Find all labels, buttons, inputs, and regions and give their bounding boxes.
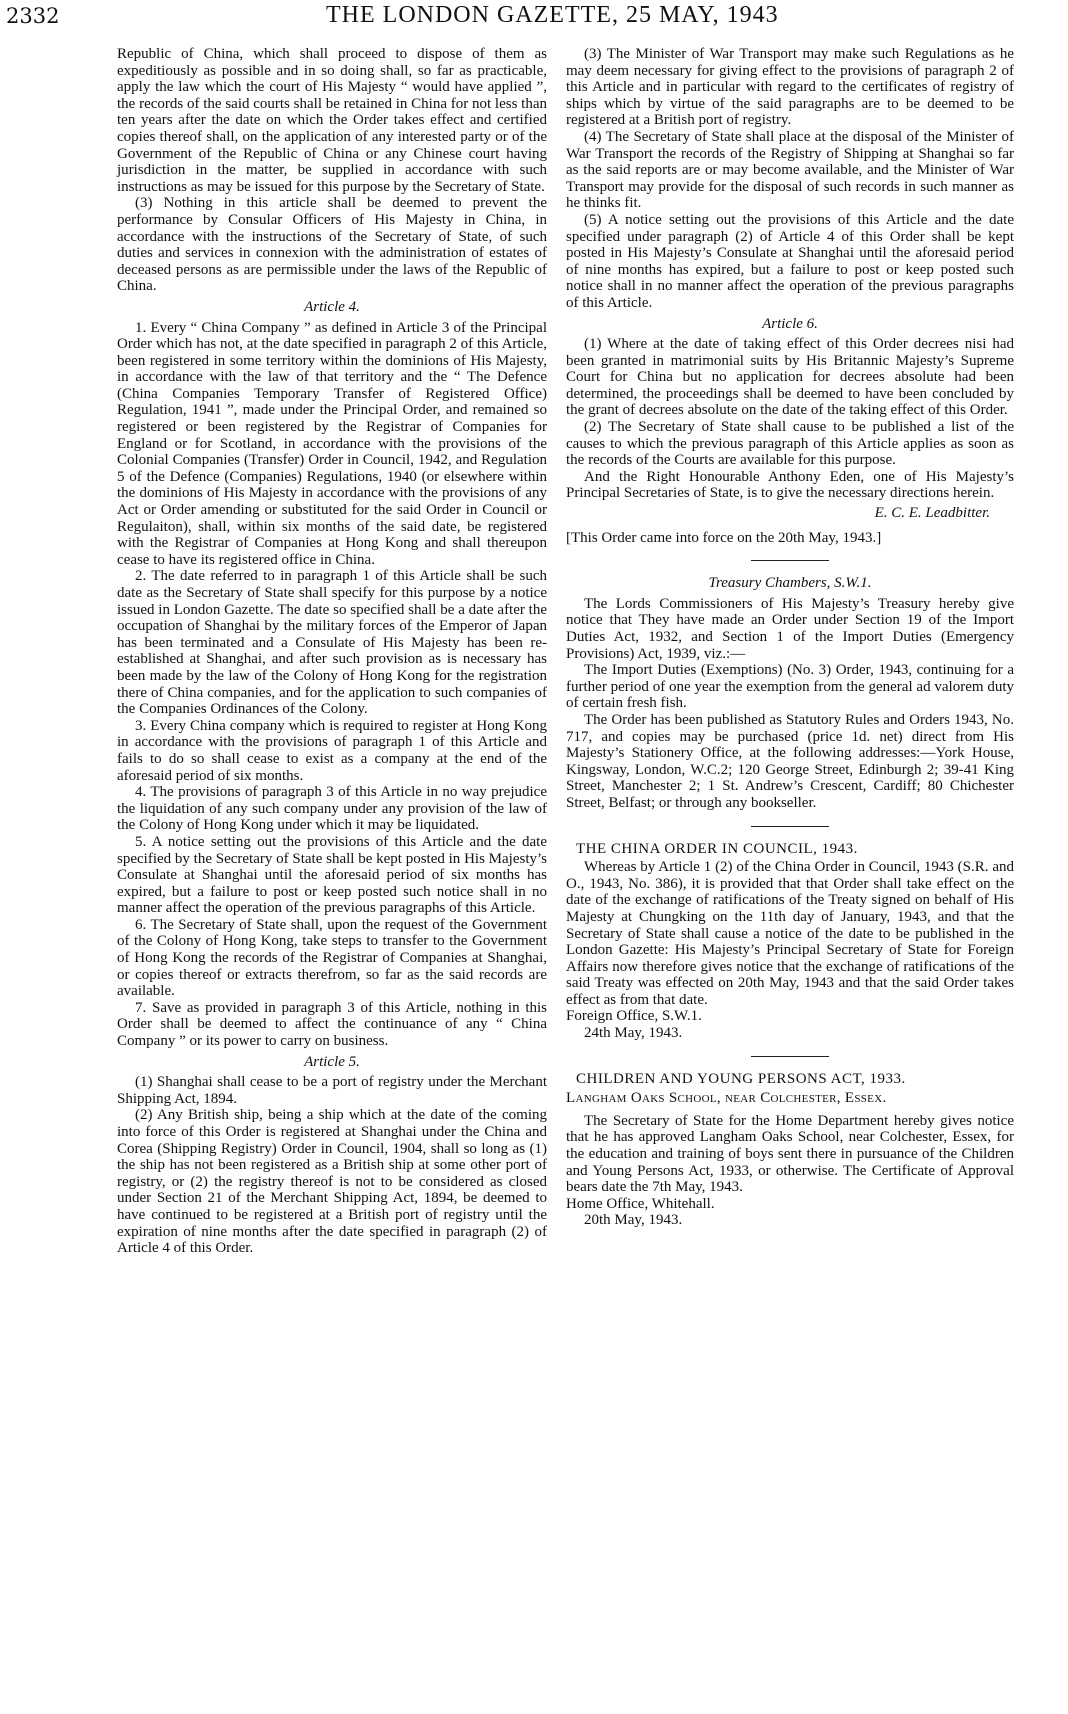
dateline-place: Home Office, Whitehall. [566,1195,715,1212]
article-heading: Article 5. [304,1053,360,1070]
signature: E. C. E. Leadbitter. [874,505,990,522]
article-heading: Article 6. [762,315,818,332]
notice-title: THE CHINA ORDER IN COUNCIL, 1943. [576,840,858,857]
paragraph: 1. Every “ China Company ” as defined in Article 3 of the Principal Order which has not, at the date specified in paragraph 2 of this Article, been registered in some territory within the dominions of His Majesty, in accordance with the law of that territory and the “ The Defence (China Companies Temporary Transfer of Registered Office) Regulation, 1941 ”, made under the Principal Order, and remained so registered or been registered by the Registrar of Companies for England or for Scotland, in accordance with the provisions of the Colonial Companies (Transfer) Order in Council, 1942, and Regulation 5 of the Defence (Companies) Regulations, 1940 (or elsewhere within the dominions of His Majesty in accordance with the provisions of any Act or Order amending or substituted for the said Order in Council or Regulaiton), shall, within six months of the said date, be registered with the Registrar of Companies at Hong Kong and shall thereupon cease to have its registered office in China. [117,319,547,568]
paragraph: 3. Every China company which is required to register at Hong Kong in accordance with the provisions of paragraph 1 of this Article and fails to do so shall cease to exist as a company at the end of the aforesaid period of six months. [117,717,547,784]
gazette-title: THE LONDON GAZETTE, 25 MAY, 1943 [326,2,779,28]
paragraph: Whereas by Article 1 (2) of the China Order in Council, 1943 (S.R. and O., 1943, No. 386), it is provided that that Order shall take effect on the date of the exchange of ratifications of the Treaty signed on behalf of His Majesty at Chungking on the 11th day of January, 1943, and that the Secretary of State shall cause a notice of the date to be published in the London Gazette: His Majesty’s Principal Secretary of State for Foreign Affairs now therefore gives notice that the exchange of ratifications of the said Treaty was effected on 20th May, 1943 and that the said Order takes effect as from that date. [566,859,1014,1008]
paragraph: The Lords Commissioners of His Majesty’s Treasury hereby give notice that They have made an Order under Section 19 of the Import Duties Act, 1932, and Section 1 of the Import Duties (Emergency Provisions) Act, 1939, viz.:— [566,595,1014,662]
paragraph: And the Right Honourable Anthony Eden, one of His Majesty’s Principal Secretaries of State, is to give the necessary directions herein. [566,468,1014,502]
left-column [117,46,547,1257]
paragraph: 6. The Secretary of State shall, upon the request of the Government of the Colony of Hong Kong, take steps to transfer to the Government of Hong Kong the records of the Registrar of Companies at Shanghai, or copies thereof or extracts therefrom, so far as the said records are available. [117,916,547,1000]
dateline-place: Foreign Office, S.W.1. [566,1008,702,1025]
paragraph: 4. The provisions of paragraph 3 of this Article in no way prejudice the liquidation of any such company under any provision of the law of the Colony of Hong Kong under which it may be liquidated. [117,784,547,834]
paragraph: (3) The Minister of War Transport may make such Regulations as he may deem necessary for giving effect to the provisions of paragraph 2 of this Article and in particular with regard to the certificates of registry of ships which by virtue of the said paragraphs are to be deemed to be registered at a British port of registry. [566,46,1014,129]
paragraph: (1) Where at the date of taking effect of this Order decrees nisi had been granted in matrimonial suits by His Britannic Majesty’s Supreme Court for China but no application for decrees absolute had been determined, the proceedings shall be deemed to have been concluded by the grant of decrees absolute on the date of the taking effect of this Order. [566,336,1014,419]
section-divider [751,826,829,827]
notice-heading: Treasury Chambers, S.W.1. [708,575,872,592]
paragraph: (3) Nothing in this article shall be deemed to prevent the performance by Consular Officers of His Majesty in China, in accordance with the instructions of the Secretary of State, of such duties and services in connexion with the administration of estates of deceased persons as are permissible under the laws of the Republic of China. [117,195,547,295]
section-divider [751,560,829,561]
page-header [0,2,1068,30]
article-heading: Article 4. [304,298,360,315]
notice-subtitle: Langham Oaks School, near Colchester, Essex. [566,1090,887,1107]
paragraph: (2) The Secretary of State shall cause to be published a list of the causes to which the previous paragraph of this Article applies as soon as the records of the Courts are available for this purpose. [566,419,1014,469]
section-divider [751,1056,829,1057]
paragraph: (5) A notice setting out the provisions of this Article and the date specified under paragraph (2) of Article 4 of this Order shall be kept posted in His Majesty’s Consulate at Shanghai until the aforesaid period of nine months has expired, but a failure to post or keep posted such notice shall in no manner affect the operation of the previous paragraphs of this Article. [566,211,1014,311]
right-column [566,46,1014,1229]
paragraph: The Import Duties (Exemptions) (No. 3) Order, 1943, continuing for a further period of one year the exemption from the general ad valorem duty of certain fresh fish. [566,662,1014,712]
paragraph: Republic of China, which shall proceed to dispose of them as expeditiously as possible and in so doing shall, so far as practicable, apply the law which the court of His Majesty “ would have applied ”, the records of the said courts shall be retained in China for not less than ten years after the date on which the Order takes effect and certified copies thereof shall, on the application of any interested party or of the Government of the Republic of China or any Chinese court having jurisdiction in the matter, be supplied in accordance with such instructions as may be issued for this purpose by the Secretary of State. [117,46,547,195]
dateline-date: 20th May, 1943. [584,1212,683,1229]
force-note: [This Order came into force on the 20th May, 1943.] [566,529,882,546]
page-number: 2332 [6,4,60,28]
paragraph: The Order has been published as Statutory Rules and Orders 1943, No. 717, and copies may be purchased (price 1d. net) direct from His Majesty’s Stationery Office, at the following addresses:—York House, Kingsway, London, W.C.2; 120 George Street, Edinburgh 2; 39-41 King Street, Manchester 2; 1 St. Andrew’s Crescent, Cardiff; 80 Chichester Street, Belfast; or through any bookseller. [566,711,1014,811]
paragraph: 7. Save as provided in paragraph 3 of this Article, nothing in this Order shall be deemed to affect the continuance of any “ China Company ” or its power to carry on business. [117,999,547,1050]
paragraph: (2) Any British ship, being a ship which at the date of the coming into force of this Order is registered at Shanghai under the China and Corea (Shipping Registry) Order in Council, 1904, shall so long as (1) the ship has not been registered as a British ship at some other port of registry, or (2) the registry thereof is not to be considered as closed under Section 21 of the Merchant Shipping Act, 1894, be deemed to have continued to be registered at a British port of registry until the expiration of nine months after the date specified in paragraph (2) of Article 4 of this Order. [117,1107,547,1257]
paragraph: 2. The date referred to in paragraph 1 of this Article shall be such date as the Secretary of State shall specify for this purpose by a notice issued in London Gazette. The date so specified shall be a date after the occupation of Shanghai by the military forces of the Emperor of Japan has been terminated and a Consulate of His Majesty has been re-established at Shanghai, and after such provision as is necessary has been made by the law of the Colony of Hong Kong for the registration there of China companies, and for the application to such companies of the Companies Ordinances of the Colony. [117,568,547,718]
paragraph: (4) The Secretary of State shall place at the disposal of the Minister of War Transport the records of the Registry of Shipping at Shanghai so far as the said reports are or may become available, and the Minister of War Transport may provide for the disposal of such records in such manner as he thinks fit. [566,128,1014,212]
dateline-date: 24th May, 1943. [584,1025,683,1042]
paragraph: The Secretary of State for the Home Department hereby gives notice that he has approved Langham Oaks School, near Colchester, Essex, for the education and training of boys sent there in pursuance of the Children and Young Persons Act, 1933, or otherwise. The Certificate of Approval bears date the 7th May, 1943. [566,1112,1014,1196]
paragraph: 5. A notice setting out the provisions of this Article and the date specified by the Secretary of State shall be kept posted in His Majesty’s Consulate at Shanghai until the aforesaid period of six months has expired, but a failure to post or keep posted such notice shall in no manner affect the operation of the previous paragraphs of this Article. [117,833,547,917]
paragraph: (1) Shanghai shall cease to be a port of registry under the Merchant Shipping Act, 1894. [117,1074,547,1107]
notice-title: CHILDREN AND YOUNG PERSONS ACT, 1933. [576,1070,906,1087]
